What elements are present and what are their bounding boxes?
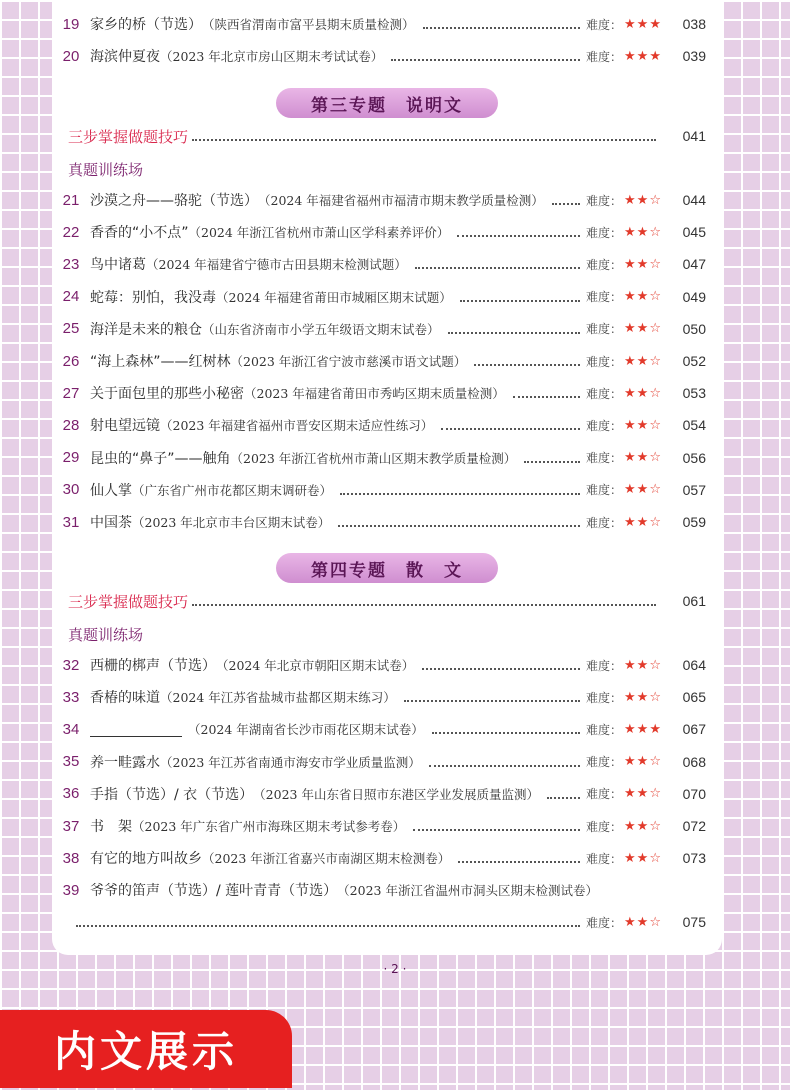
entry-title: 关于面包里的那些小秘密 — [90, 386, 244, 403]
dot-leader — [457, 235, 580, 237]
dot-leader — [441, 428, 580, 430]
entry-source: （2023 年福建省福州市晋安区期末适应性练习） — [160, 418, 434, 434]
entry-number: 19 — [62, 15, 80, 33]
toc-entry[interactable] — [52, 281, 722, 313]
page-number: · 2 · — [383, 962, 407, 976]
difficulty-stars: ★★☆ — [624, 450, 662, 466]
page-ref: 041 — [682, 128, 706, 144]
toc-entry[interactable] — [52, 40, 722, 72]
entry-number: 24 — [62, 288, 80, 306]
dot-leader — [513, 396, 580, 398]
toc-entry[interactable] — [52, 409, 722, 441]
page-ref: 038 — [682, 16, 706, 32]
dot-leader — [404, 700, 580, 702]
entry-number: 21 — [62, 191, 80, 209]
entry-number: 20 — [62, 47, 80, 65]
section-banner: 第三专题 说明文 — [276, 88, 498, 118]
page-ref: 052 — [682, 353, 706, 369]
difficulty-stars: ★★★ — [624, 16, 662, 32]
entry-number: 27 — [62, 384, 80, 402]
training-heading: 真题训练场 — [68, 626, 144, 644]
toc-entry[interactable] — [52, 8, 722, 40]
difficulty-label: 难度： — [586, 851, 623, 866]
entry-title: 有它的地方叫故乡 — [90, 851, 202, 868]
page-ref: 054 — [682, 417, 706, 434]
dot-leader — [192, 139, 656, 141]
entry-source: （2023 年广东省广州市海珠区期末考试参考卷） — [132, 819, 406, 834]
dot-leader — [340, 493, 580, 495]
entry-source: （2024 年福建省莆田市城厢区期末试题） — [216, 289, 452, 305]
difficulty-label: 难度： — [586, 49, 623, 64]
entry-title: 蛇莓：别怕，我没毒 — [90, 289, 216, 306]
entry-title: 手指（节选）/ 衣（节选） — [90, 786, 254, 803]
entry-source: （山东省济南市小学五年级语文期末试卷） — [202, 321, 440, 337]
difficulty-label: 难度： — [586, 787, 623, 802]
difficulty-stars: ★★☆ — [624, 192, 662, 208]
entry-source: （2024 年福建省福州市福清市期末教学质量检测） — [258, 193, 544, 208]
dot-leader — [432, 732, 580, 734]
difficulty-stars: ★★☆ — [624, 818, 662, 834]
skills-title: 三步掌握做题技巧 — [68, 127, 189, 146]
dot-leader — [524, 461, 580, 463]
entry-title: 家乡的桥（节选） — [90, 17, 202, 33]
entry-number: 22 — [62, 223, 80, 241]
skills-heading[interactable] — [68, 121, 722, 151]
entry-source: （2024 年北京市朝阳区期末试卷） — [216, 658, 415, 673]
entry-source: （2023 年浙江省温州市洞头区期末检测试卷） — [337, 883, 598, 898]
difficulty-label: 难度： — [586, 386, 623, 401]
section-banner: 第四专题 散 文 — [276, 553, 498, 583]
entry-number: 37 — [62, 817, 80, 835]
toc-entry[interactable] — [52, 649, 722, 681]
difficulty-label: 难度： — [586, 451, 623, 466]
entry-number: 36 — [62, 785, 80, 803]
dot-leader — [552, 203, 580, 205]
dot-leader — [423, 27, 581, 29]
entry-title: 养一畦露水 — [90, 754, 160, 771]
difficulty-stars: ★★☆ — [624, 514, 662, 530]
difficulty-stars: ★★★ — [624, 721, 662, 737]
difficulty-stars: ★★☆ — [624, 914, 662, 930]
page-ref: 070 — [682, 785, 706, 802]
training-heading: 真题训练场 — [68, 161, 144, 179]
page-ref: 056 — [682, 449, 706, 466]
dot-leader — [413, 829, 580, 831]
entry-number: 31 — [62, 513, 80, 531]
entry-source: （2023 年山东省日照市东港区学业发展质量监测） — [253, 786, 539, 802]
entry-source: （2024 年福建省宁德市古田县期末检测试题） — [146, 257, 407, 273]
difficulty-stars: ★★☆ — [624, 417, 662, 433]
difficulty-stars: ★★★ — [624, 48, 662, 64]
entry-source: （2024 年湖南省长沙市雨花区期末试卷） — [188, 722, 424, 738]
difficulty-stars: ★★☆ — [624, 657, 662, 673]
page-ref: 068 — [682, 753, 706, 770]
dot-leader — [429, 765, 580, 767]
toc-entry[interactable] — [52, 681, 722, 713]
page-ref: 050 — [682, 320, 706, 337]
entry-source: （2023 年浙江省宁波市慈溪市语文试题） — [230, 354, 467, 369]
difficulty-label: 难度： — [586, 722, 623, 737]
difficulty-label: 难度： — [586, 322, 623, 337]
difficulty-stars: ★★☆ — [624, 850, 662, 866]
difficulty-stars: ★★☆ — [624, 786, 662, 802]
toc-entry[interactable] — [52, 313, 722, 345]
entry-number: 26 — [62, 352, 80, 370]
content-preview-tag: 内文展示 — [0, 1010, 292, 1088]
entry-number: 28 — [62, 416, 80, 434]
entry-source: （陕西省渭南市富平县期末质量检测） — [202, 17, 415, 32]
page-ref: 039 — [682, 48, 706, 64]
entry-title: 鸟中诸葛 — [90, 257, 146, 274]
difficulty-stars: ★★☆ — [624, 353, 662, 369]
difficulty-stars: ★★☆ — [624, 289, 662, 305]
entry-source: （2023 年北京市丰台区期末试卷） — [132, 515, 331, 530]
difficulty-stars: ★★☆ — [624, 321, 662, 337]
difficulty-label: 难度： — [586, 354, 623, 369]
skills-title: 三步掌握做题技巧 — [68, 592, 189, 611]
difficulty-label: 难度： — [586, 257, 623, 272]
entry-source: （2023 年浙江省嘉兴市南湖区期末检测卷） — [202, 851, 451, 867]
toc-entry[interactable] — [52, 874, 722, 906]
fill-in-blank — [90, 722, 182, 737]
toc-entry[interactable] — [52, 184, 722, 216]
toc-entry[interactable] — [52, 474, 722, 506]
difficulty-label: 难度： — [586, 290, 623, 305]
entry-title: 沙漠之舟——骆驼（节选） — [90, 193, 258, 209]
entry-number: 30 — [62, 481, 80, 499]
toc-entry[interactable] — [52, 216, 722, 248]
toc-entry[interactable] — [52, 778, 722, 810]
entry-title: 爷爷的笛声（节选）/ 莲叶青青（节选） — [90, 883, 338, 899]
page-ref: 064 — [682, 657, 706, 673]
difficulty-stars: ★★☆ — [624, 224, 662, 240]
toc-entry[interactable] — [52, 842, 722, 874]
difficulty-stars: ★★☆ — [624, 256, 662, 272]
dot-leader — [391, 59, 580, 61]
dot-leader — [458, 861, 580, 863]
entry-title: 中国茶 — [90, 515, 132, 531]
entry-title: 仙人掌 — [90, 482, 132, 499]
entry-source: （2023 年福建省莆田市秀屿区期末质量检测） — [244, 386, 505, 402]
difficulty-label: 难度： — [586, 17, 623, 32]
entry-source: （2023 年江苏省南通市海安市学业质量监测） — [160, 754, 421, 770]
toc-entry[interactable] — [52, 345, 722, 377]
toc-entry[interactable] — [52, 906, 722, 938]
difficulty-label: 难度： — [586, 418, 623, 433]
entry-number: 34 — [62, 720, 80, 738]
page-ref: 053 — [682, 385, 706, 402]
toc-entry[interactable] — [52, 506, 722, 538]
difficulty-label: 难度： — [586, 193, 623, 208]
page-ref: 044 — [682, 192, 706, 208]
page-ref: 061 — [682, 593, 706, 609]
entry-title: 香香的“小不点” — [90, 225, 189, 242]
page-ref: 059 — [682, 514, 706, 530]
entry-number: 35 — [62, 753, 80, 771]
toc-entry[interactable] — [52, 810, 722, 842]
difficulty-label: 难度： — [586, 483, 623, 498]
difficulty-stars: ★★☆ — [624, 689, 662, 705]
difficulty-label: 难度： — [586, 755, 623, 770]
dot-leader — [448, 332, 581, 334]
page-ref: 073 — [682, 850, 706, 867]
toc-entry[interactable] — [52, 746, 722, 778]
page-ref: 057 — [682, 481, 706, 498]
entry-source: （2023 年北京市房山区期末考试试卷） — [160, 49, 384, 64]
difficulty-label: 难度： — [586, 515, 623, 530]
entry-source: （广东省广州市花都区期末调研卷） — [132, 482, 333, 498]
page-ref: 047 — [682, 256, 706, 273]
toc-entry[interactable] — [52, 713, 722, 745]
page-ref: 065 — [682, 689, 706, 706]
page-ref: 075 — [682, 914, 706, 930]
difficulty-stars: ★★☆ — [624, 385, 662, 401]
entry-title: “海上森林”——红树林 — [90, 354, 231, 370]
dot-leader — [415, 267, 580, 269]
entry-number: 39 — [62, 881, 80, 899]
difficulty-label: 难度： — [586, 658, 623, 673]
toc-card — [52, 0, 722, 955]
entry-title: 射电望远镜 — [90, 418, 160, 435]
difficulty-stars: ★★☆ — [624, 754, 662, 770]
toc-entry[interactable] — [52, 377, 722, 409]
dot-leader — [192, 604, 656, 606]
dot-leader — [76, 925, 580, 927]
difficulty-label: 难度： — [586, 225, 623, 240]
page-ref: 067 — [682, 721, 706, 738]
entry-number: 25 — [62, 320, 80, 338]
entry-title: 香椿的味道 — [90, 690, 160, 707]
page-ref: 045 — [682, 224, 706, 241]
skills-heading[interactable] — [68, 586, 722, 616]
entry-title: 海滨仲夏夜 — [90, 49, 160, 65]
entry-title: 海洋是未来的粮仓 — [90, 321, 202, 338]
entry-title: 昆虫的“鼻子”——触角 — [90, 450, 231, 467]
entry-title: 西栅的梆声（节选） — [90, 658, 216, 674]
dot-leader — [474, 364, 580, 366]
entry-source: （2024 年江苏省盐城市盐都区期末练习） — [160, 690, 396, 706]
entry-source: （2024 年浙江省杭州市萧山区学科素养评价） — [188, 225, 450, 241]
page-ref: 072 — [682, 818, 706, 834]
difficulty-label: 难度： — [586, 819, 623, 834]
difficulty-label: 难度： — [586, 915, 623, 930]
page-ref: 049 — [682, 288, 706, 305]
difficulty-stars: ★★☆ — [624, 482, 662, 498]
entry-number: 38 — [62, 849, 80, 867]
toc-entry[interactable] — [52, 442, 722, 474]
difficulty-label: 难度： — [586, 690, 623, 705]
toc-entry[interactable] — [52, 248, 722, 280]
entry-number: 23 — [62, 255, 80, 273]
dot-leader — [422, 668, 580, 670]
entry-number: 29 — [62, 449, 80, 467]
entry-source: （2023 年浙江省杭州市萧山区期末教学质量检测） — [230, 450, 517, 466]
dot-leader — [460, 300, 580, 302]
dot-leader — [547, 797, 580, 799]
dot-leader — [338, 525, 580, 527]
entry-number: 32 — [62, 656, 80, 674]
entry-number: 33 — [62, 688, 80, 706]
entry-title: 书 架 — [90, 819, 132, 835]
